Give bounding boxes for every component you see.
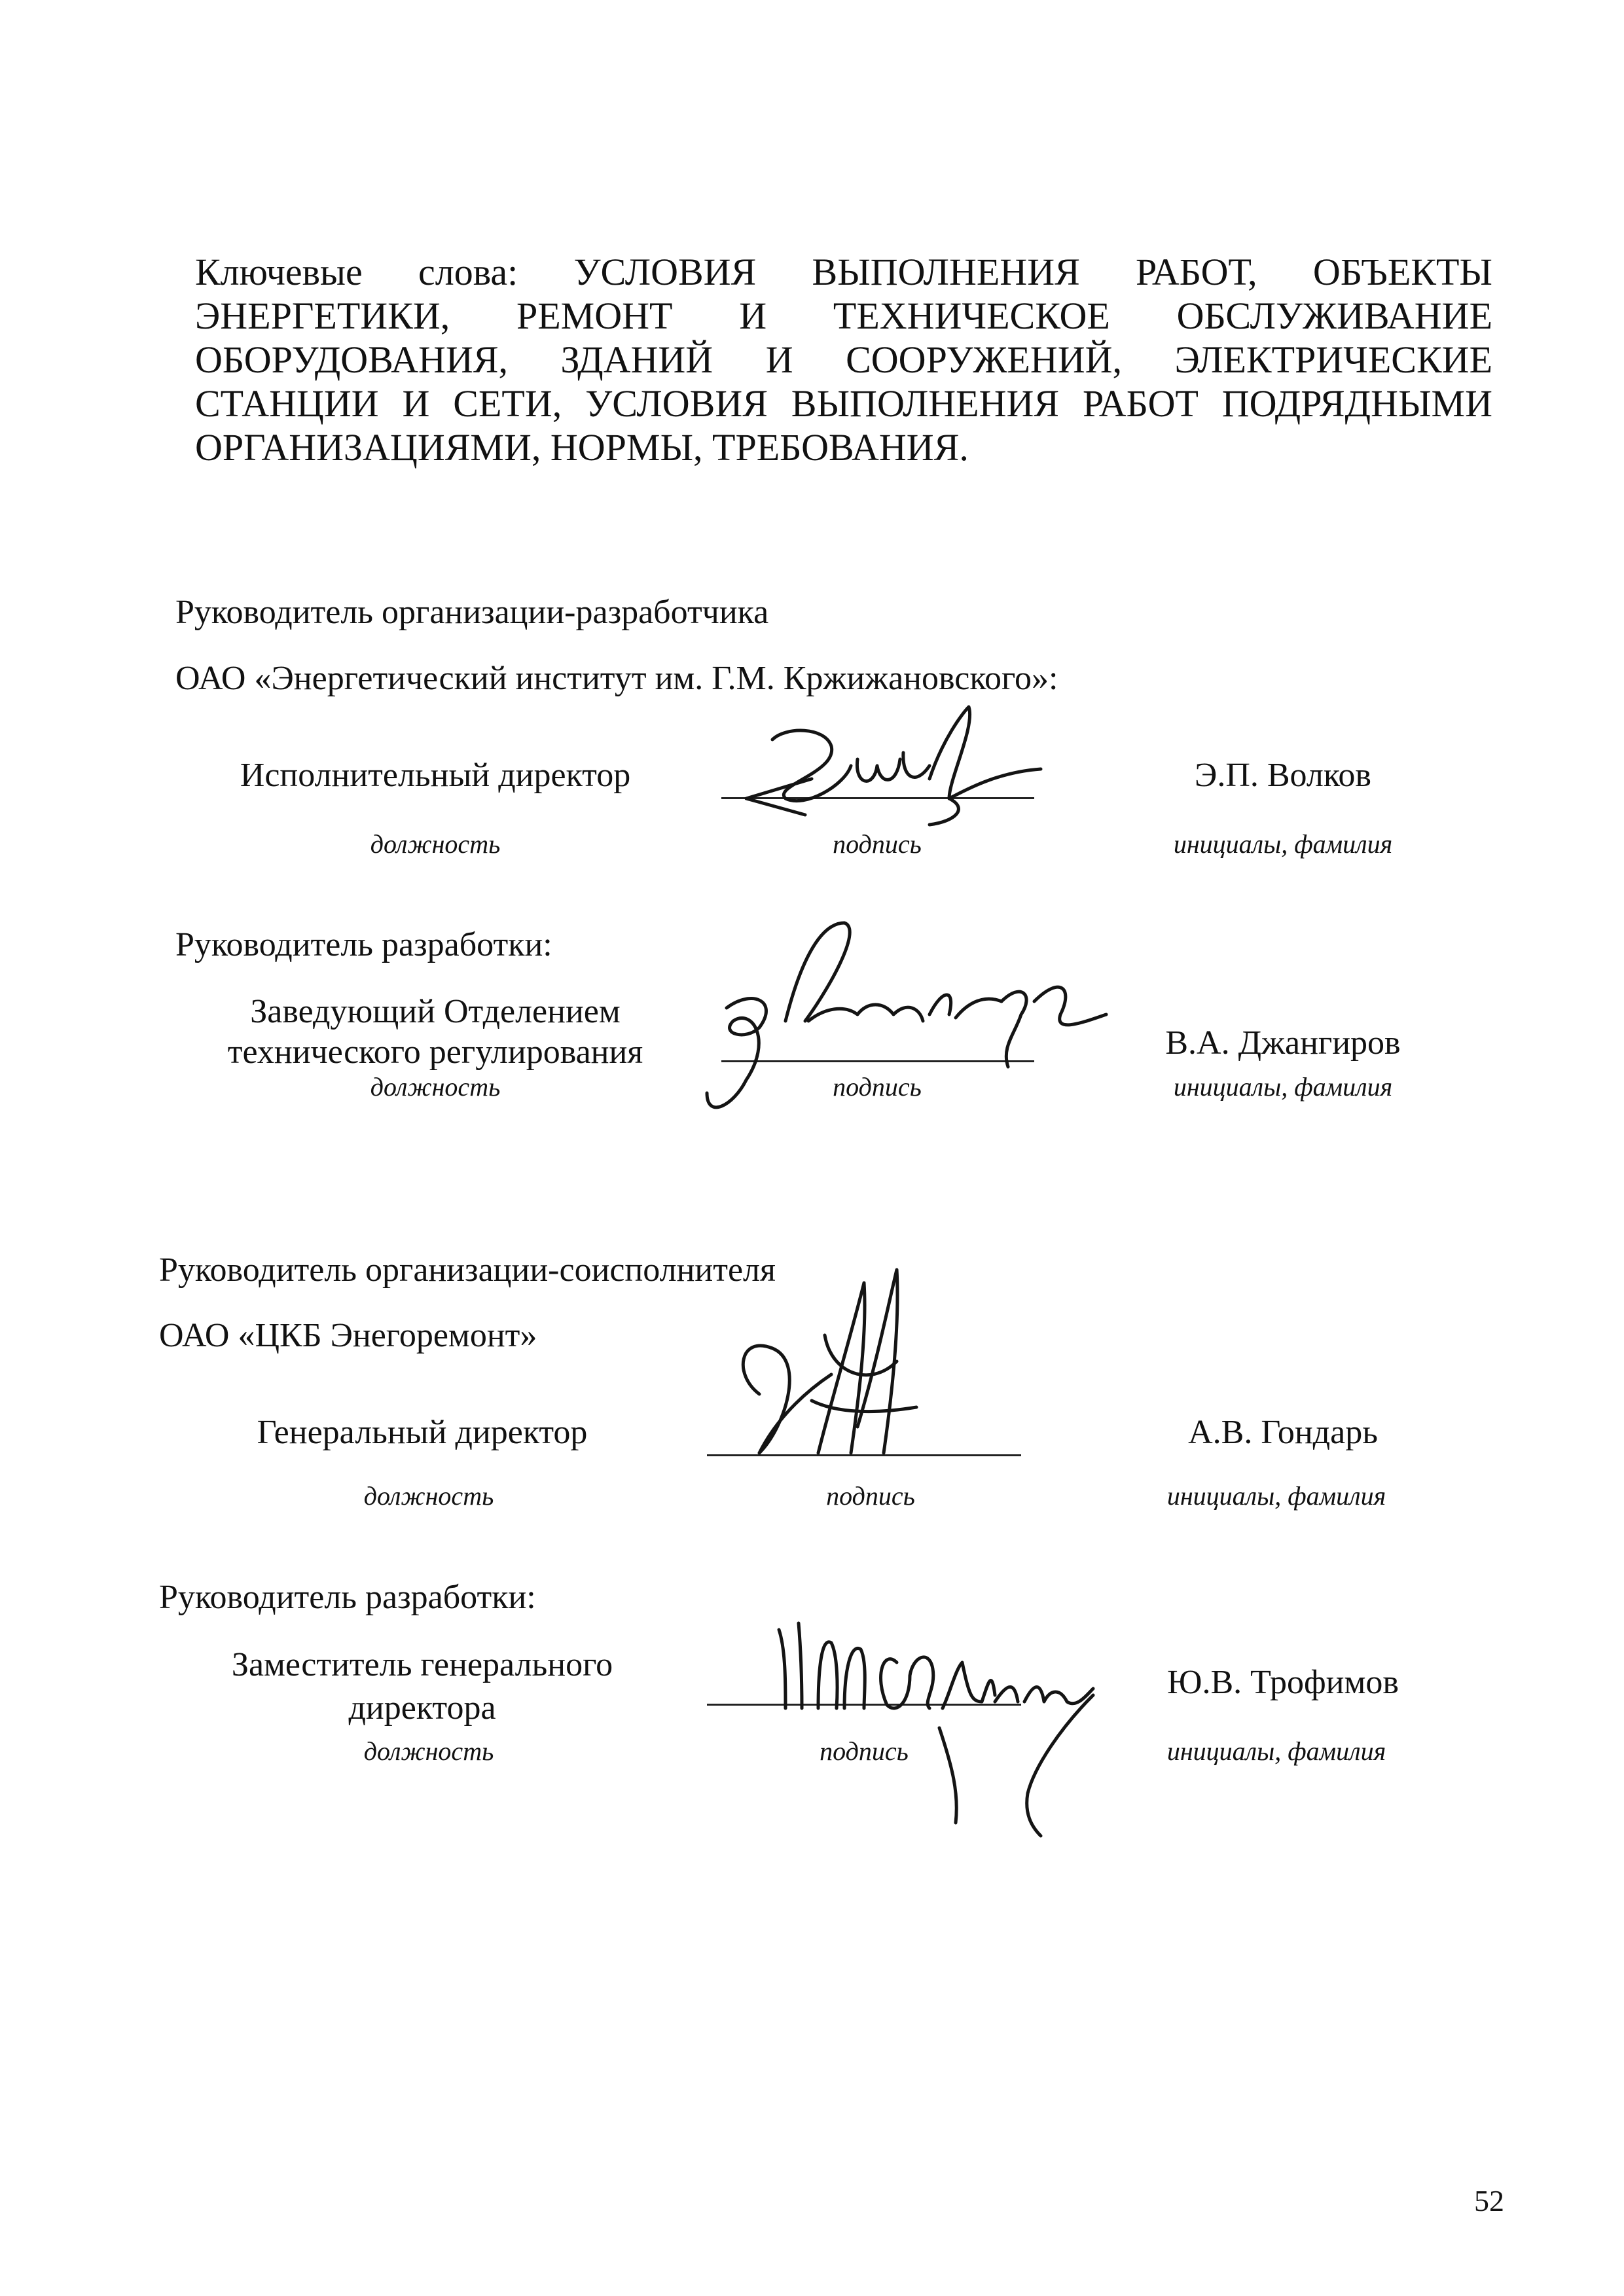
developer-lead-position-line: Заведующий Отделением [250,993,621,1030]
signature-volkov [733,700,1047,831]
caption-position: должность [370,1072,501,1102]
developer-lead-header: Руководитель разработки: [175,926,552,963]
developer-org-header: Руководитель организации-разработчика [175,594,769,631]
caption-signature: подпись [833,829,922,859]
keywords-line: ОБОРУДОВАНИЯ, ЗДАНИЙ И СООРУЖЕНИЙ, ЭЛЕКТРИЧЕСКИЕ [195,338,1492,381]
page-number: 52 [1474,2184,1504,2217]
signature-trofimov [766,1597,1106,1839]
keywords-line: ЭНЕРГЕТИКИ, РЕМОНТ И ТЕХНИЧЕСКОЕ ОБСЛУЖИВАНИЕ [195,295,1492,337]
keywords-line: СТАНЦИИ И СЕТИ, УСЛОВИЯ ВЫПОЛНЕНИЯ РАБОТ ПОДРЯДНЫМИ [195,382,1492,425]
caption-name: инициалы, фамилия [1173,1072,1393,1102]
developer-name: Э.П. Волков [1194,757,1371,794]
caption-signature: подпись [820,1736,909,1766]
coexecutor-lead-position-line: Заместитель генерального [231,1646,613,1683]
caption-name: инициалы, фамилия [1173,829,1393,859]
caption-signature: подпись [833,1072,922,1102]
signature-gondar [720,1257,929,1479]
caption-position: должность [363,1736,494,1766]
caption-position: должность [370,829,501,859]
keywords-line: Ключевые слова: УСЛОВИЯ ВЫПОЛНЕНИЯ РАБОТ, ОБЪЕКТЫ [195,251,1492,293]
developer-position: Исполнительный директор [240,757,631,794]
caption-position: должность [363,1481,494,1511]
coexecutor-lead-position-line: директора [348,1689,496,1727]
developer-lead-position-line: технического регулирования [227,1033,643,1071]
coexecutor-lead-name: Ю.В. Трофимов [1167,1664,1399,1701]
coexecutor-position: Генеральный директор [257,1414,588,1451]
coexecutor-org-header: Руководитель организации-соисполнителя [159,1251,776,1289]
developer-org-name: ОАО «Энергетический институт им. Г.М. Кржижановского»: [175,660,1058,697]
caption-name: инициалы, фамилия [1166,1736,1386,1766]
developer-lead-name: В.А. Джангиров [1165,1024,1401,1062]
keywords-paragraph [195,250,1492,469]
caption-name: инициалы, фамилия [1166,1481,1386,1511]
coexecutor-name: А.В. Гондарь [1188,1414,1378,1451]
coexecutor-org-name: ОАО «ЦКБ Энегоремонт» [159,1317,537,1354]
keywords-line: ОРГАНИЗАЦИЯМИ, НОРМЫ, ТРЕБОВАНИЯ. [195,426,969,469]
caption-signature: подпись [826,1481,915,1511]
coexecutor-lead-header: Руководитель разработки: [159,1579,536,1616]
